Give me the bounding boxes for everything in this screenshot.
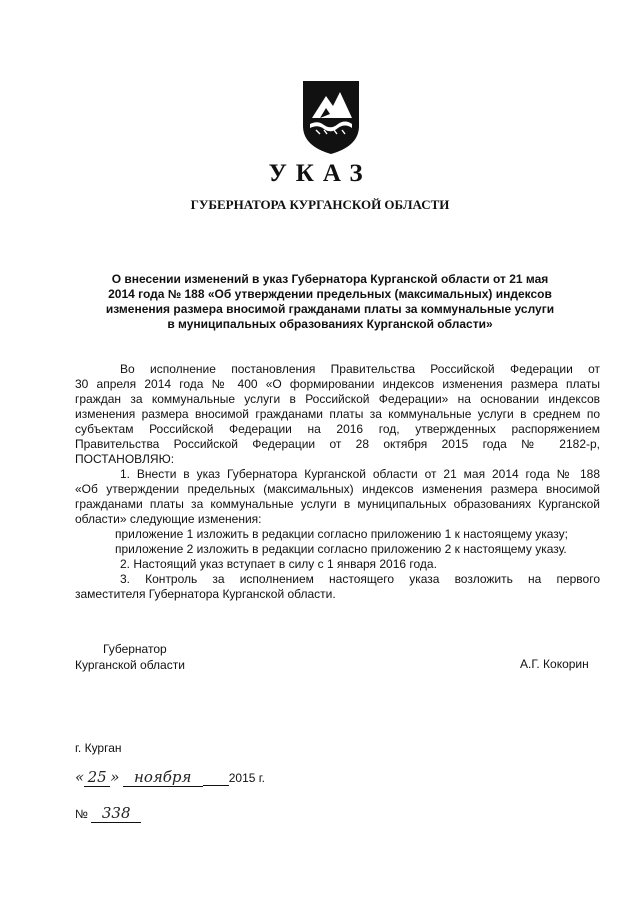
preamble-line: Во исполнение постановления Правительства Российской Федерации от bbox=[120, 362, 600, 376]
item1-line: 1. Внести в указ Губернатора Курганской области от 21 мая 2014 года № 188 bbox=[120, 467, 600, 481]
document-subtitle: ГУБЕРНАТОРА КУРГАНСКОЙ ОБЛАСТИ bbox=[190, 197, 450, 212]
decree-number bbox=[75, 804, 141, 823]
item2-line: 2. Настоящий указ вступает в силу с 1 января 2016 года. bbox=[120, 557, 437, 571]
decree-heading bbox=[90, 272, 570, 332]
heading-line: в муниципальных образованиях Курганской области» bbox=[167, 317, 493, 331]
heading-line: 2014 года № 188 «Об утверждении предельных (максимальных) индексов bbox=[108, 287, 552, 301]
preamble-line: изменения размера вносимой гражданами платы за коммунальные услуги в среднем по bbox=[75, 407, 600, 421]
preamble-line: граждан за коммунальные услуги в Российской Федерации» на основании индексов bbox=[75, 392, 600, 406]
preamble-line: Правительства Российской Федерации от 28 октября 2015 года № 2182-р, bbox=[75, 437, 600, 451]
item1-line: «Об утверждении предельных (максимальных) индексов изменения размера вносимой bbox=[75, 482, 600, 496]
signatory-title-line1: Губернатор bbox=[103, 642, 167, 656]
item3-line: 3. Контроль за исполнением настоящего указа возложить на первого bbox=[120, 572, 600, 586]
date-month: ноября bbox=[123, 768, 203, 787]
decree-body bbox=[75, 362, 600, 602]
heading-line: О внесении изменений в указ Губернатора Курганской области от 21 мая bbox=[111, 272, 549, 286]
decree-keyword: ПОСТАНОВЛЯЮ: bbox=[75, 452, 175, 466]
coat-of-arms-emblem bbox=[300, 78, 362, 156]
item1-line: гражданами платы за коммунальные услуги в муниципальных образованиях Курганской bbox=[75, 497, 600, 511]
heading-line: изменения размера вносимой гражданами платы за коммунальные услуги bbox=[105, 302, 555, 316]
document-title: УКАЗ bbox=[268, 160, 372, 187]
signatory-title-line2: Курганской области bbox=[75, 658, 185, 672]
date-day: 25 bbox=[84, 768, 110, 787]
issue-date bbox=[75, 768, 265, 790]
number-prefix: № bbox=[75, 807, 88, 821]
date-open-quote: « bbox=[75, 768, 85, 786]
signatory-name: А.Г. Кокорин bbox=[520, 657, 589, 671]
issue-city: г. Курган bbox=[75, 741, 122, 755]
number-value: 338 bbox=[91, 804, 141, 823]
date-close-quote: » bbox=[110, 768, 120, 786]
date-year: 2015 г. bbox=[228, 771, 265, 785]
change-item: приложение 2 изложить в редакции согласно приложению 2 к настоящему указу. bbox=[115, 542, 567, 556]
change-item: приложение 1 изложить в редакции согласно приложению 1 к настоящему указу; bbox=[115, 527, 568, 541]
item1-line: области» следующие изменения: bbox=[75, 512, 262, 526]
preamble-line: субъектам Российской Федерации на 2016 год, утвержденных распоряжением bbox=[75, 422, 600, 436]
preamble-line: 30 апреля 2014 года № 400 «О формировании индексов изменения размера платы bbox=[75, 377, 600, 391]
signatory-title bbox=[75, 641, 185, 673]
item3-line: заместителя Губернатора Курганской области. bbox=[75, 587, 336, 601]
